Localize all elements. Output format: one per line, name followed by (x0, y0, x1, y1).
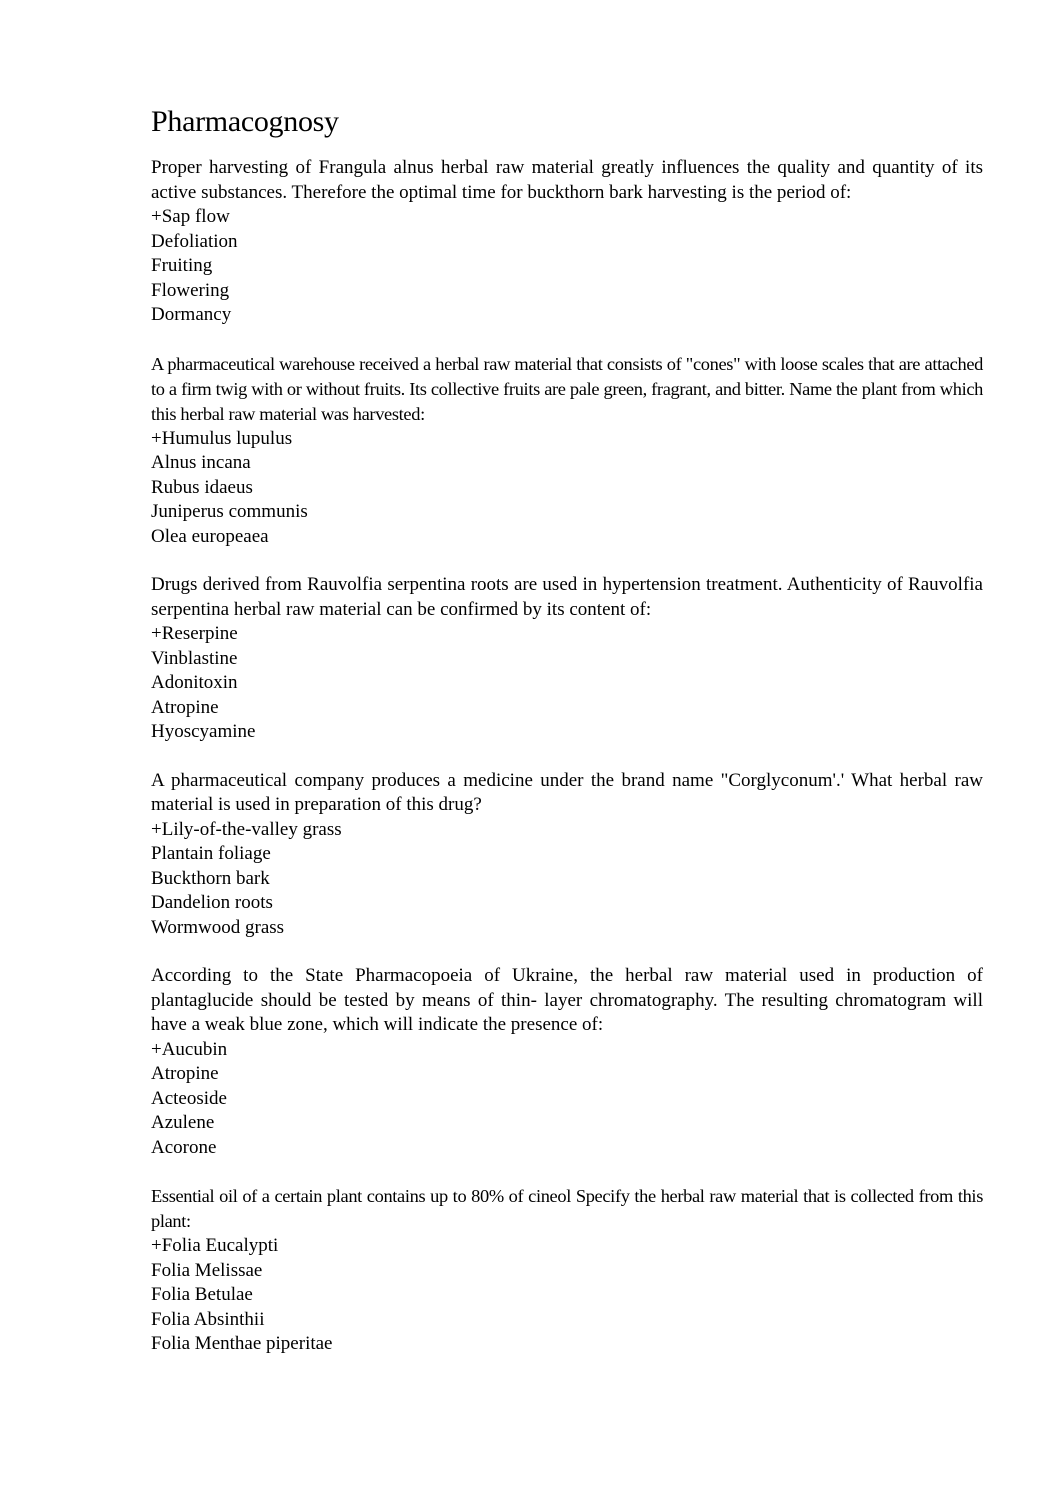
answer-option: Vinblastine (151, 647, 238, 669)
answer-option: Folia Menthae piperitae (151, 1333, 333, 1354)
question-text: According to the State Pharmacopoeia of Ukraine, the herbal raw material used in production of plantaglucide should be tested by means of thin- layer chromatography. The resulting chromatogram will have a weak blue zone, which will indicate the presence of: (151, 965, 983, 1035)
question-separator (151, 1160, 983, 1184)
answer-option: Folia Absinthii (151, 1308, 265, 1330)
question-text: Proper harvesting of Frangula alnus herbal raw material greatly influences the quality and quantity of its active substances. Therefore the optimal time for buckthorn bark harvesting is the period of: (151, 157, 983, 203)
question-6 (151, 1184, 983, 1357)
answer-option: Defoliation (151, 230, 238, 252)
question-2 (151, 352, 983, 550)
answer-option: Acteoside (151, 1087, 227, 1109)
answer-options (151, 205, 983, 328)
answer-option: Plantain foliage (151, 843, 271, 864)
answer-option: Olea europeaea (151, 525, 269, 547)
question-separator (151, 328, 983, 352)
answer-option: Dormancy (151, 304, 232, 325)
answer-option: Dandelion roots (151, 892, 273, 913)
answer-options (151, 622, 983, 745)
question-separator (151, 549, 983, 573)
question-text: A pharmaceutical warehouse received a herbal raw material that consists of "cones" with loose scales that are attached to a firm twig with or without fruits. Its collective fruits are pale green, fragrant, and bitter. Name the plant from which this herbal raw material was harvested: (151, 353, 983, 424)
page-title: Pharmacognosy (151, 105, 339, 138)
question-text: Drugs derived from Rauvolfia serpentina roots are used in hypertension treatment. Authenticity of Rauvolfia serpentina herbal raw material can be confirmed by its content of: (151, 574, 983, 620)
answer-option: Fruiting (151, 255, 213, 276)
answer-options (151, 1234, 983, 1357)
answer-option: Azulene (151, 1112, 215, 1133)
answer-option-correct: +Reserpine (151, 623, 238, 644)
answer-option: Buckthorn bark (151, 867, 270, 889)
question-4 (151, 769, 983, 941)
answer-option: Adonitoxin (151, 672, 238, 693)
answer-option-correct: +Sap flow (151, 206, 230, 227)
answer-option: Alnus incana (151, 452, 251, 473)
answer-option: Rubus idaeus (151, 476, 253, 498)
answer-option: Acorone (151, 1136, 217, 1158)
answer-option: Folia Melissae (151, 1259, 263, 1281)
question-5 (151, 964, 983, 1160)
question-separator (151, 940, 983, 964)
answer-option: Hyoscyamine (151, 721, 256, 742)
question-3 (151, 573, 983, 745)
answer-option: Atropine (151, 1063, 219, 1084)
answer-option-correct: +Humulus lupulus (151, 427, 293, 449)
question-separator (151, 745, 983, 769)
question-1 (151, 156, 983, 328)
question-text: Essential oil of a certain plant contains up to 80% of cineol Specify the herbal raw material that is collected from this plant: (151, 1186, 983, 1231)
answer-option: Juniperus communis (151, 501, 308, 522)
answer-option-correct: +Lily-of-the-valley grass (151, 818, 342, 840)
question-text: A pharmaceutical company produces a medicine under the brand name "Corglyconum'.' What herbal raw material is used in preparation of this drug? (151, 769, 983, 815)
answer-option: Wormwood grass (151, 916, 285, 938)
answer-option: Flowering (151, 279, 230, 301)
answer-option-correct: +Aucubin (151, 1038, 228, 1060)
document-page (151, 104, 983, 1357)
answer-option: Atropine (151, 696, 219, 718)
answer-option-correct: +Folia Eucalypti (151, 1235, 279, 1256)
answer-options (151, 818, 983, 941)
answer-option: Folia Betulae (151, 1284, 253, 1305)
answer-options (151, 1038, 983, 1161)
answer-options (151, 427, 983, 550)
